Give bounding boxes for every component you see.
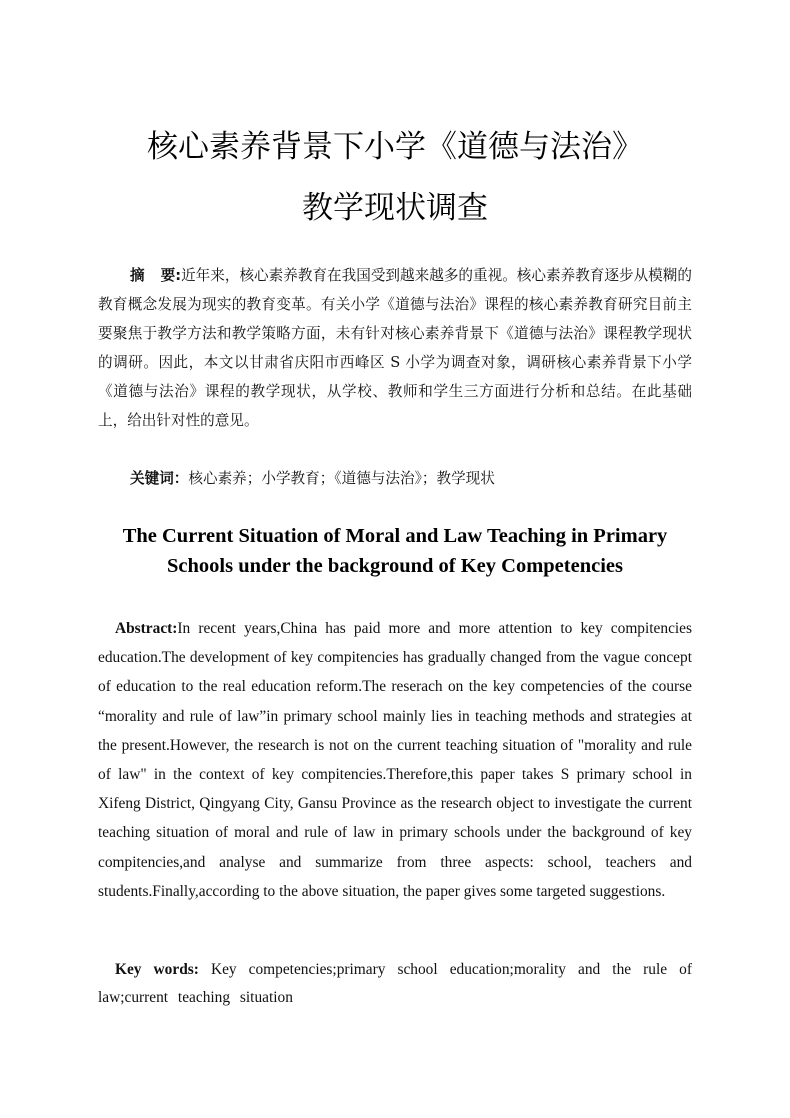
english-title-line-1: The Current Situation of Moral and Law Teaching in Primary (122, 525, 668, 547)
english-title-line-2: Schools under the background of Key Competencies (167, 555, 623, 577)
chinese-title-line-1: 核心素养背景下小学《道德与法治》 (147, 129, 643, 165)
english-abstract-label: Abstract: (115, 620, 178, 637)
chinese-abstract-label (130, 267, 181, 284)
english-keywords (98, 956, 692, 1012)
chinese-abstract-label-char1: 摘 (130, 267, 145, 284)
english-abstract (98, 614, 692, 906)
chinese-abstract-label-char2: 要 (160, 267, 176, 284)
english-title (0, 521, 790, 581)
chinese-keywords-label: 关键词： (130, 470, 189, 487)
chinese-abstract (98, 261, 692, 435)
english-keywords-label: Key words: (115, 961, 199, 978)
chinese-keywords (130, 464, 495, 493)
chinese-keywords-text: 核心素养；小学教育；《道德与法治》；教学现状 (188, 470, 495, 487)
english-keywords-text: Key competencies;primary school education;morality and the rule of law;current teaching situation (98, 961, 692, 1006)
english-abstract-text: In recent years,China has paid more and more attention to key compitencies education.The development of key compitencies has gradually changed from the vague concept of education to the real education reform.The reserach on the key competencies of the course “morality and rule of law”in primary school mainly lies in teaching methods and strategies at the present.However, the research is not on the current teaching situation of "morality and rule of law" in the context of key compitencies.Therefore,this paper takes S primary school in Xifeng District, Qingyang City, Gansu Province as the research object to investigate the current teaching situation of moral and rule of law in primary schools under the background of key compitencies,and analyse and summarize from three aspects: school, teachers and students.Finally,according to the above situation, the paper gives some targeted suggestions. (98, 620, 692, 900)
chinese-title-line-2: 教学现状调查 (302, 190, 488, 226)
chinese-abstract-label-colon: : (175, 267, 182, 284)
chinese-abstract-text: 近年来，核心素养教育在我国受到越来越多的重视。核心素养教育逐步从模糊的教育概念发展为现实的教育变革。有关小学《道德与法治》课程的核心素养教育研究目前主要聚焦于教学方法和教学策略方面，未有针对核心素养背景下《道德与法治》课程教学现状的调研。因此，本文以甘肃省庆阳市西峰区 S 小学为调查对象，调研核心素养背景下小学《道德与法治》课程的教学现状，从学校、教师和学生三方面进行分析和总结。在此基础上，给出针对性的意见。 (98, 267, 692, 429)
